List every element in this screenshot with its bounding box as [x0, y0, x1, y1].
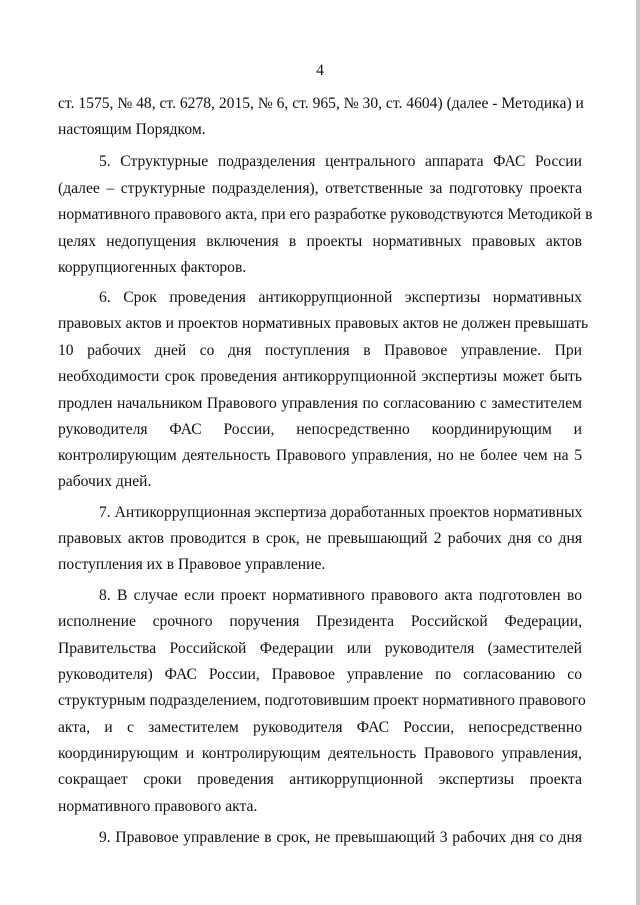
- text-line: необходимости срок проведения антикоррупционной экспертизы может быть: [58, 368, 582, 385]
- page-number: 4: [316, 62, 324, 79]
- text-line: ст. 1575, № 48, ст. 6278, 2015, № 6, ст. 965, № 30, ст. 4604) (далее - Методика) и: [58, 95, 584, 112]
- text-line: поступления их в Правовое управление.: [58, 556, 326, 573]
- text-line: руководителя) ФАС России, Правовое управление по согласованию со: [58, 666, 582, 683]
- text-line: нормативного правового акта.: [58, 798, 258, 815]
- paragraph-6-first-line: 6. Срок проведения антикоррупционной экспертизы нормативных: [99, 289, 582, 306]
- paragraph-5-first-line: 5. Структурные подразделения центрального аппарата ФАС России: [99, 153, 582, 170]
- text-line: акта, и с заместителем руководителя ФАС России, непосредственно: [58, 719, 582, 736]
- text-line: продлен начальником Правового управления по согласованию с заместителем: [58, 395, 582, 412]
- text-line: контролирующим деятельность Правового управления, но не более чем на 5: [58, 447, 582, 464]
- text-line: настоящим Порядком.: [58, 121, 206, 138]
- text-line: координирующим и контролирующим деятельность Правового управления,: [58, 745, 582, 762]
- text-line: нормативного правового акта, при его разработке руководствуются Методикой в: [58, 206, 593, 223]
- text-line: рабочих дней.: [58, 473, 152, 490]
- text-line: правовых актов и проектов нормативных правовых актов не должен превышать: [58, 315, 589, 332]
- paragraph-8-first-line: 8. В случае если проект нормативного правового акта подготовлен во: [99, 587, 582, 604]
- page-edge-shadow: [636, 0, 640, 905]
- text-line: Правительства Российской Федерации или руководителя (заместителей: [58, 640, 582, 657]
- text-line: целях недопущения включения в проекты нормативных правовых актов: [58, 233, 582, 250]
- text-line: руководителя ФАС России, непосредственно координирующим и: [58, 421, 582, 438]
- text-line: структурным подразделением, подготовившим проект нормативного правового: [58, 692, 586, 709]
- text-line: правовых актов проводится в срок, не превышающий 2 рабочих дня со дня: [58, 530, 582, 547]
- paragraph-9-first-line: 9. Правовое управление в срок, не превышающий 3 рабочих дня со дня: [99, 829, 582, 846]
- paragraph-7-first-line: 7. Антикоррупционная экспертиза доработанных проектов нормативных: [99, 504, 583, 521]
- text-line: (далее – структурные подразделения), ответственные за подготовку проекта: [58, 180, 582, 197]
- text-line: исполнение срочного поручения Президента Российской Федерации,: [58, 613, 582, 630]
- text-line: 10 рабочих дней со дня поступления в Правовое управление. При: [58, 342, 582, 359]
- text-line: сокращает сроки проведения антикоррупционной экспертизы проекта: [58, 771, 582, 788]
- text-line: коррупциогенных факторов.: [58, 259, 247, 276]
